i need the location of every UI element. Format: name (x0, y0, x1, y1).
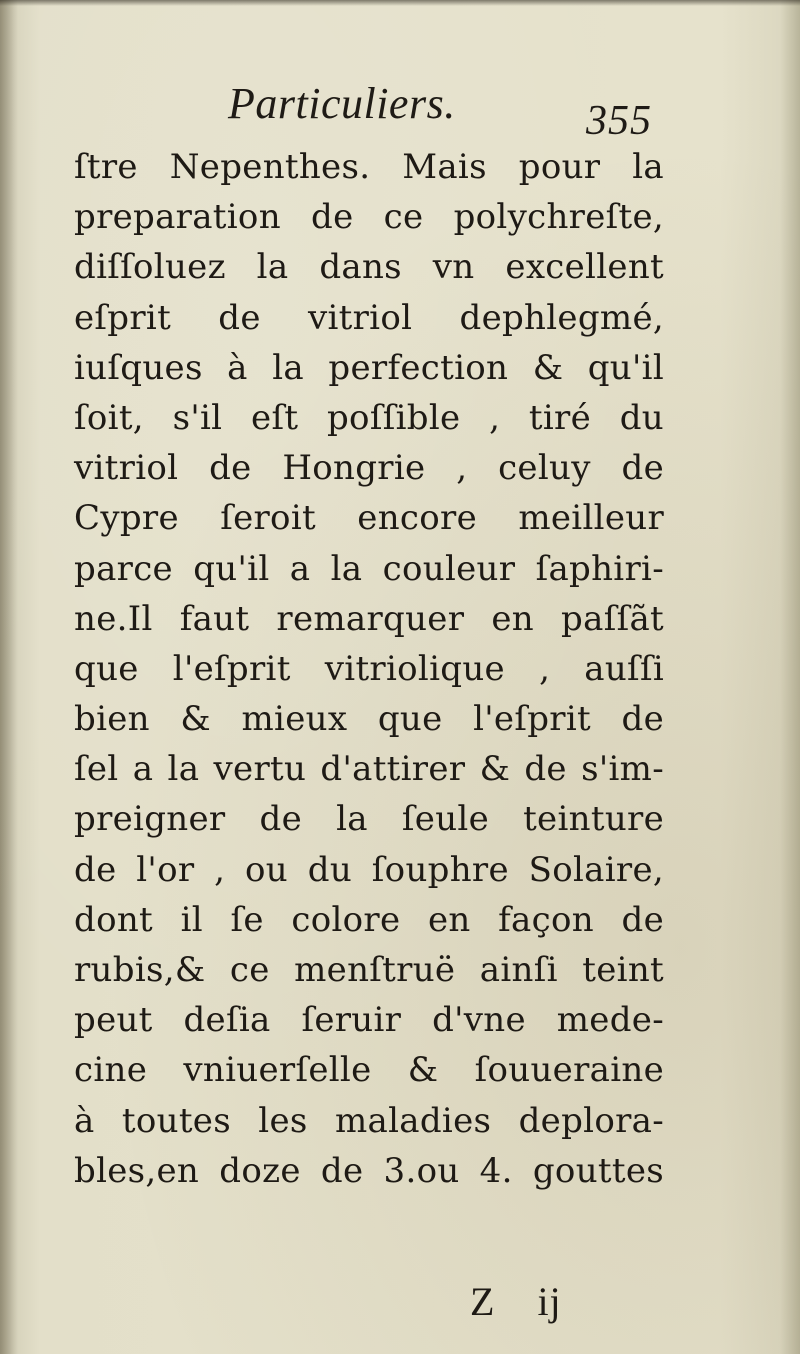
text-line: à toutes les maladies deplora- (74, 1100, 664, 1141)
page-number: 355 (586, 98, 652, 144)
page-top-edge (0, 0, 800, 6)
running-head: Particuliers. (228, 79, 456, 128)
text-line: rubis,& ce menſtruë ainſi teint (74, 950, 664, 990)
body-text (74, 142, 664, 1196)
text-line: bien & mieux que l'eſprit de (74, 699, 664, 740)
text-line: Cypre ſeroit encore meilleur (74, 498, 664, 539)
signature-mark (470, 1278, 604, 1326)
signature-number: ij (537, 1279, 562, 1324)
text-line: iuſques à la perfection & qu'il (74, 347, 664, 388)
text-line: preigner de la ſeule teinture (74, 799, 664, 840)
text-line: bles,en doze de 3.ou 4. gouttes (74, 1150, 664, 1191)
text-line: de l'or , ou du ſouphre Solaire, (74, 849, 664, 890)
text-line: peut deſia ſeruir d'vne mede- (74, 1000, 664, 1041)
text-line: diſſoluez la dans vn excellent (74, 247, 664, 288)
gutter-shadow (0, 0, 18, 1354)
text-line: ne.Il faut remarquer en paſſãt (74, 598, 664, 639)
signature-letter: Z (470, 1279, 496, 1324)
text-line: ſoit, s'il eſt poſſible , tiré du (74, 397, 664, 438)
text-line: ſel a la vertu d'attirer & de s'im- (74, 749, 664, 790)
text-line: preparation de ce polychreſte, (74, 197, 664, 238)
text-line: dont il ſe colore en façon de (74, 899, 664, 940)
text-line: parce qu'il a la couleur ſaphiri- (74, 548, 664, 589)
text-line: que l'eſprit vitriolique , auſſi (74, 648, 664, 689)
text-line: ſtre Nepenthes. Mais pour la (74, 147, 664, 187)
text-line: eſprit de vitriol dephlegmé, (74, 297, 664, 338)
text-line: vitriol de Hongrie , celuy de (74, 448, 664, 489)
text-line: cine vniuerſelle & ſouueraine (74, 1050, 664, 1091)
